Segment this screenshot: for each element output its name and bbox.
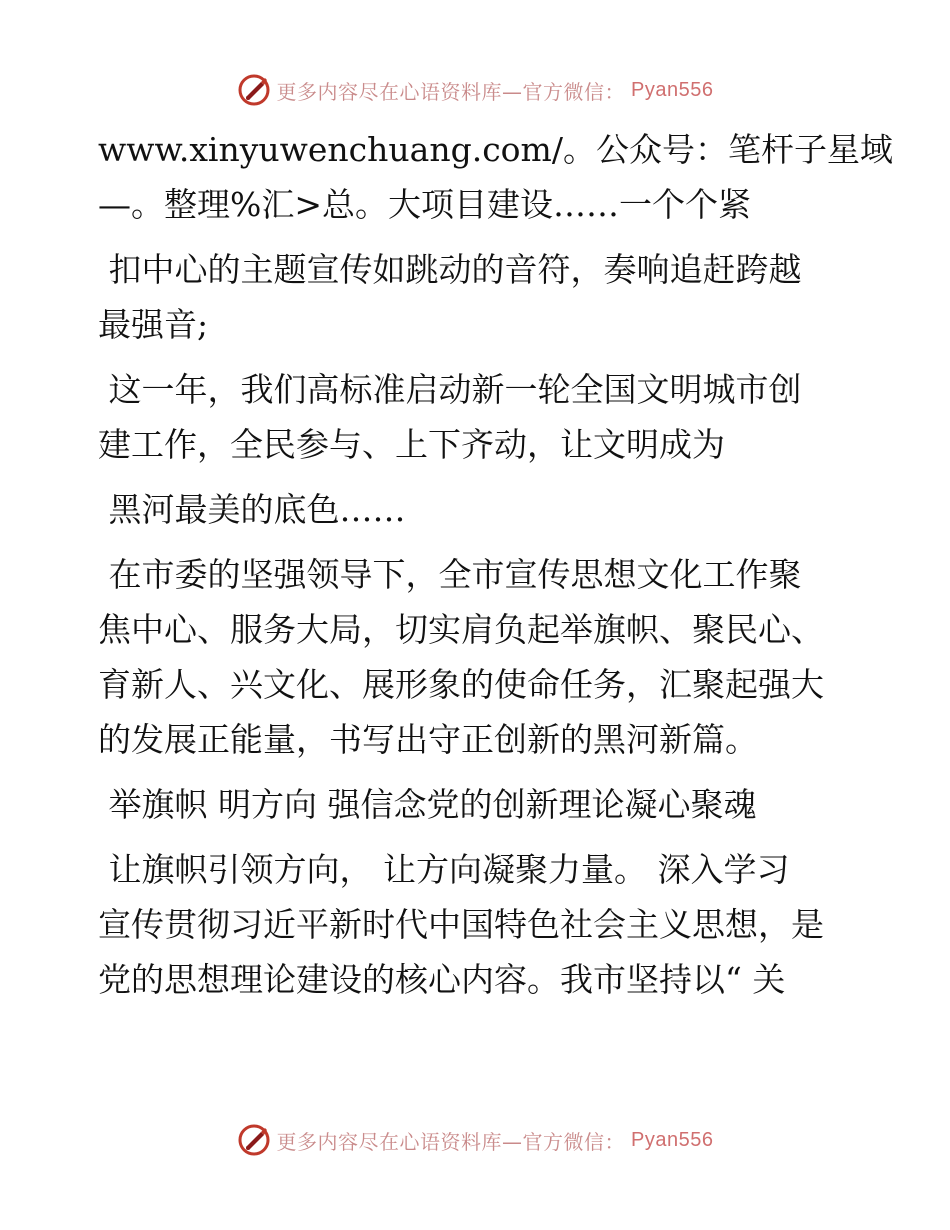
body-line: 的发展正能量，书写出守正创新的黑河新篇。 bbox=[98, 720, 758, 759]
body-line: 这一年，我们高标准启动新一轮全国文明城市创 bbox=[98, 370, 802, 409]
page-header bbox=[0, 70, 950, 110]
header-brand-text: 更多内容尽在心语资料库—官方微信： bbox=[276, 79, 626, 104]
footer-brand bbox=[237, 1123, 714, 1157]
body-line: 宣传贯彻习近平新时代中国特色社会主义思想，是 bbox=[98, 905, 824, 944]
body-line: 扣中心的主题宣传如跳动的音符，奏响追赶跨越 bbox=[98, 250, 802, 289]
footer-wechat-id: Pyan556 bbox=[631, 1128, 714, 1151]
body-line: www.xinyuwenchuang.com/。公众号：笔杆子星域 bbox=[98, 130, 893, 169]
footer-brand-text: 更多内容尽在心语资料库—官方微信： bbox=[276, 1129, 626, 1154]
body-line: 党的思想理论建设的核心内容。我市坚持以“ 关 bbox=[98, 960, 786, 999]
header-wechat-id: Pyan556 bbox=[631, 78, 714, 101]
header-brand bbox=[237, 73, 714, 107]
body-line: 让旗帜引领方向， 让方向凝聚力量。 深入学习 bbox=[98, 850, 790, 889]
brand-logo-icon bbox=[237, 1123, 271, 1157]
document-body bbox=[98, 122, 893, 1007]
body-line: 焦中心、服务大局，切实肩负起举旗帜、聚民心、 bbox=[98, 610, 824, 649]
section-heading: 举旗帜 明方向 强信念党的创新理论凝心聚魂 bbox=[98, 785, 757, 824]
page-footer bbox=[0, 1120, 950, 1160]
body-line: 建工作，全民参与、上下齐动，让文明成为 bbox=[98, 425, 725, 464]
body-line: 在市委的坚强领导下，全市宣传思想文化工作聚 bbox=[98, 555, 802, 594]
brand-logo-icon bbox=[237, 73, 271, 107]
body-line: —。整理%汇>总。大项目建设……一个个紧 bbox=[98, 185, 752, 224]
body-line: 育新人、兴文化、展形象的使命任务，汇聚起强大 bbox=[98, 665, 824, 704]
body-line: 黑河最美的底色…… bbox=[98, 490, 406, 529]
body-line: 最强音; bbox=[98, 305, 209, 344]
